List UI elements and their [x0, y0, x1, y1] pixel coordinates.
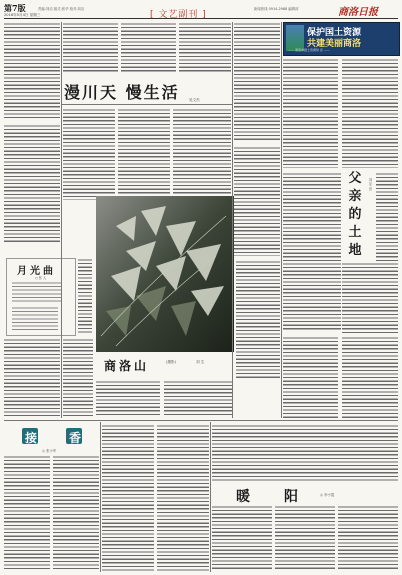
plant-body-2: [53, 455, 99, 571]
right-text-col-1: [234, 22, 280, 142]
poem-stanza-1: [12, 281, 62, 303]
editor-info: 责编:刘洁 版式:张华 校对:刘洁: [38, 7, 85, 11]
left-under-poem: [4, 338, 60, 418]
warm-body-3: [338, 505, 398, 571]
plant-title-2: 香: [69, 431, 82, 445]
main-article-author: 吴文杰: [189, 98, 200, 102]
text-column-left-top-2: [63, 22, 118, 74]
poem-author: ○ 张 人: [35, 276, 47, 280]
poem-title: 月光曲: [17, 266, 56, 277]
plant-title-1-seal: [22, 428, 38, 444]
plant-photo-svg: [96, 196, 234, 352]
editorial-contact: 新闻热线 0914-2988 编辑部: [254, 7, 299, 11]
warm-author: ◎ 李小霞: [320, 493, 335, 497]
left-mid-under-poem: [63, 338, 93, 418]
plant-photo: [96, 196, 234, 352]
col-divider-2: [232, 22, 233, 418]
ad-subtitle: —— 商洛市国土资源局 宣 ——: [288, 48, 330, 52]
father-body-mid: [283, 172, 341, 332]
page-number: 第7版: [4, 3, 26, 13]
photo-credit: 刘 生: [196, 360, 205, 364]
text-column-left-top-3: [121, 22, 176, 74]
text-column-left-top: [4, 22, 60, 120]
photo-caption-box: [100, 354, 230, 376]
col-divider-4: [210, 422, 211, 572]
father-title-char-3: 的: [348, 207, 362, 222]
plant-body-1: [4, 455, 50, 571]
plant-author: ◎ 张小军: [42, 449, 57, 453]
right-text-col-4: [234, 146, 280, 256]
under-photo-col-1: [96, 380, 160, 416]
warm-title-1: 暖: [236, 489, 250, 505]
col-divider-5: [100, 422, 101, 572]
poem-box: [6, 258, 76, 336]
title-divider: [62, 104, 232, 105]
photo-side-text: [236, 260, 280, 380]
poem-stanza-2: [12, 306, 58, 330]
right-text-col-3: [342, 58, 398, 168]
plant-title-2-seal: [66, 428, 82, 444]
right-text-col-2: [283, 58, 338, 168]
father-title-char-1: 父: [348, 171, 362, 186]
father-title-char-2: 亲: [348, 189, 362, 204]
text-column-left-top-4: [179, 22, 231, 74]
col-divider-1: [61, 22, 62, 418]
father-body-bottom: [342, 262, 398, 334]
right-mid-col-a: [283, 336, 338, 420]
warm-body-1: [212, 505, 272, 571]
left-column-mid: [4, 124, 60, 244]
father-author: 刘 军 田: [368, 178, 372, 191]
ad-box: [283, 22, 400, 56]
column-name: [ 文艺副刊 ]: [150, 10, 207, 20]
father-title: [345, 170, 365, 260]
warm-upper-text: [212, 424, 398, 482]
main-article-body-3: [173, 108, 231, 200]
lower-section-rule: [4, 420, 398, 421]
main-article-body-2: [118, 108, 170, 200]
warm-body-2: [275, 505, 335, 571]
right-mid-col-b: [342, 336, 398, 420]
plant-title-1: 接: [25, 431, 38, 445]
plant-body-4: [157, 424, 209, 571]
ad-headline-1: 保护国土资源: [307, 28, 362, 38]
publish-date: 2016年5月4日 星期三: [4, 13, 41, 17]
father-title-char-5: 地: [348, 243, 362, 258]
under-photo-col-2: [164, 380, 232, 416]
photo-caption: 商洛山: [104, 359, 150, 373]
plant-body-3: [102, 424, 154, 571]
main-article-body-1: [63, 108, 115, 200]
main-article-title: 漫川天 慢生活: [64, 83, 180, 102]
warm-title-2: 阳: [284, 489, 298, 505]
poem-side-text: [78, 258, 92, 334]
masthead: 商洛日报: [338, 7, 378, 18]
father-title-char-4: 土: [348, 225, 362, 240]
ad-headline-2: 共建美丽商洛: [307, 39, 362, 49]
photo-credit-label: (摄影): [166, 360, 176, 364]
col-divider-3: [281, 22, 282, 418]
